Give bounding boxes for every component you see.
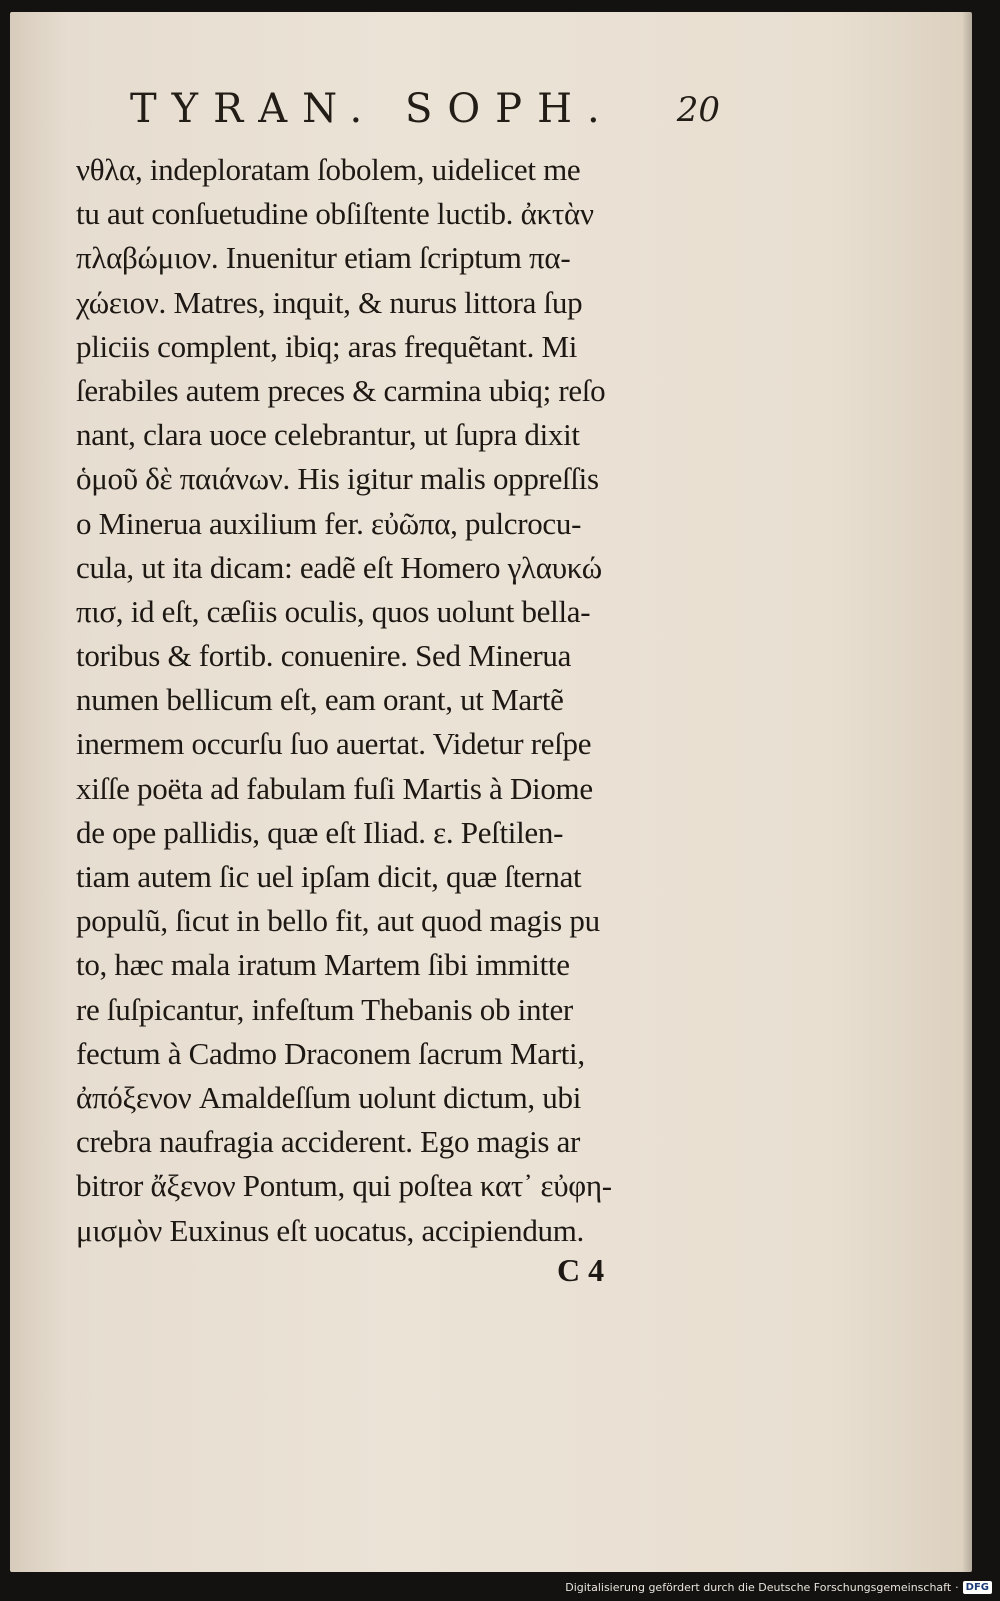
text-line: toribus & fortib. conuenire. Sed Minerua — [76, 638, 572, 674]
text-line: ἀπόξενον Amaldeſſum uolunt dictum, ubi — [76, 1079, 582, 1115]
running-header — [130, 86, 720, 136]
book-page — [10, 12, 972, 1572]
running-title: TYRAN. SOPH. — [130, 86, 615, 132]
text-line: populũ, ſicut in bello fit, aut quod magis pu — [76, 903, 600, 939]
text-line: crebra naufragia acciderent. Ego magis ar — [76, 1124, 581, 1160]
page-edge-shadow — [962, 12, 972, 1572]
text-line: inermem occurſu ſuo auertat. Videtur reſpe — [76, 726, 592, 762]
body-text — [76, 148, 766, 1253]
text-line: re ſuſpicantur, infeſtum Thebanis ob inter — [76, 991, 573, 1027]
text-line: de ope pallidis, quæ eſt Iliad. ε. Peſtilen- — [76, 814, 564, 850]
text-line: tiam autem ſic uel ipſam dicit, quæ ſternat — [76, 859, 582, 894]
text-line: cula, ut ita dicam: eadẽ eſt Homero γλαυκώ — [76, 549, 602, 585]
text-line: ὁμοῦ δὲ παιάνων. His igitur malis oppreſſis — [76, 461, 599, 497]
text-line: νθλα, indeploratam ſobolem, uidelicet me — [76, 152, 581, 187]
text-line: χώειον. Matres, inquit, & nurus littora ſup — [76, 284, 583, 320]
text-line: πλαβώμιον. Inuenitur etiam ſcriptum πα- — [76, 240, 571, 276]
text-line: numen bellicum eſt, eam orant, ut Martẽ — [76, 682, 564, 718]
signature-mark: C 4 — [557, 1252, 605, 1288]
text-line: xiſſe poëta ad fabulam fuſi Martis à Diome — [76, 770, 593, 806]
text-line: ſerabiles autem preces & carmina ubiq; reſo — [76, 372, 606, 408]
folio-number: 20 — [676, 90, 720, 130]
text-line: μισμὸν Euxinus eſt uocatus, accipiendum. — [76, 1212, 584, 1248]
text-line: to, hæc mala iratum Martem ſibi immitte — [76, 947, 570, 983]
text-line: o Minerua auxilium fer. εὐῶπα, pulcrocu- — [76, 505, 582, 541]
text-line: tu aut conſuetudine obſiſtente luctib. ἀκτὰν — [76, 196, 594, 232]
text-line: bitror ἄξενον Pontum, qui poſtea κατ᾽ εὐφη- — [76, 1168, 612, 1204]
text-line: pliciis complent, ibiq; aras frequẽtant. Mi — [76, 328, 578, 364]
text-line: nant, clara uoce celebrantur, ut ſupra dixit — [76, 417, 580, 453]
footer-credit-text: Digitalisierung gefördert durch die Deutsche Forschungsgemeinschaft — [565, 1580, 952, 1594]
digitization-footer: Digitalisierung gefördert durch die Deutsche Forschungsgemeinschaft · DFG — [565, 1578, 992, 1596]
text-line: fectum à Cadmo Draconem ſacrum Marti, — [76, 1035, 585, 1071]
text-line: πισ, id eſt, cæſiis oculis, quos uolunt bella- — [76, 593, 591, 629]
dfg-logo: DFG — [963, 1581, 992, 1594]
